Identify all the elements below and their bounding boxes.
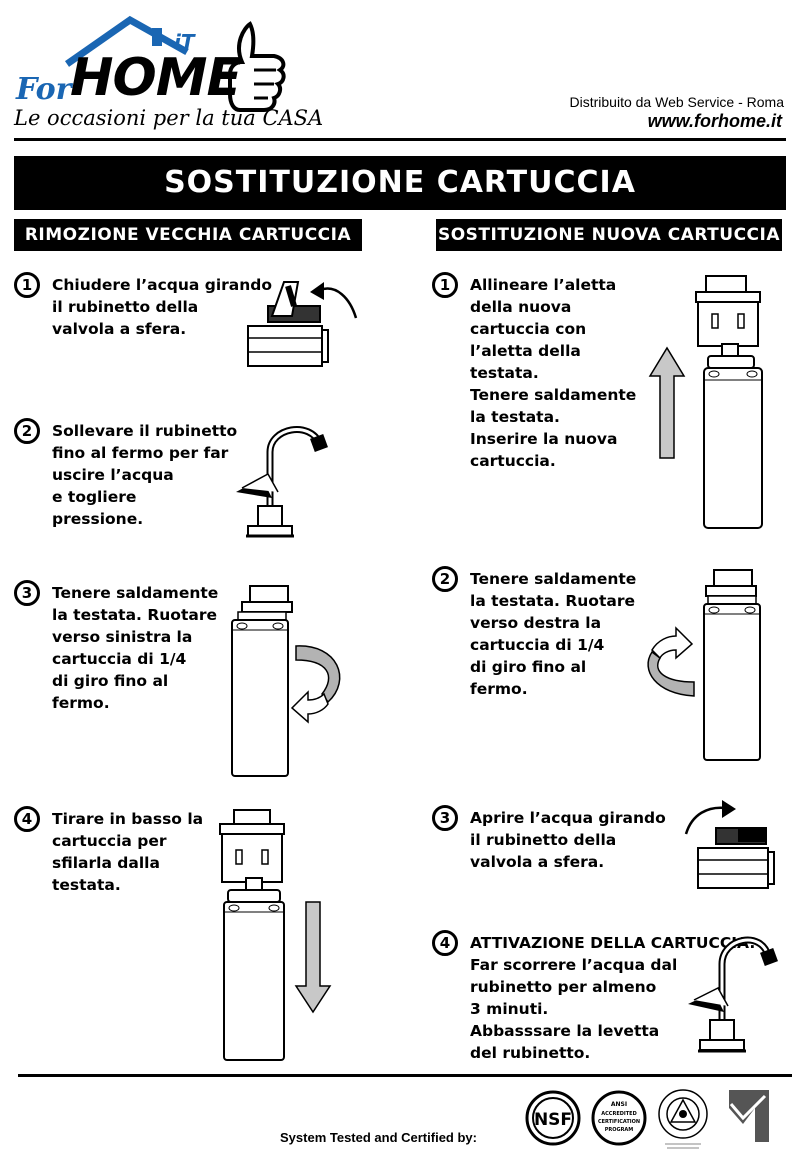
page-title: SOSTITUZIONE CARTUCCIA [14,156,786,210]
distributor-text: Distribuito da Web Service - Roma [569,94,784,110]
logo-for-text: For [16,72,72,107]
step-text: Tirare in basso la cartuccia per sfilarla dalla testata. [52,810,204,894]
logo-tagline: Le occasioni per la tua CASA [14,106,324,130]
faucet-lift-illustration [228,418,338,548]
ansi-logo-icon [593,1092,645,1144]
forhome-logo [12,12,342,132]
header-divider [14,138,786,141]
website-link[interactable]: www.forhome.it [647,111,782,131]
cartridge-insert-illustration [646,272,776,534]
step-text: Allineare l’aletta della nuova cartuccia con l’aletta della testata. Tenere saldamente la testata. Inserire la nuova cartuccia. [470,276,637,470]
right-section-heading: SOSTITUZIONE NUOVA CARTUCCIA [436,219,782,251]
certification-seal-icon [659,1090,707,1148]
left-section-heading: RIMOZIONE VECCHIA CARTUCCIA [14,219,362,251]
step-number: 4 [432,930,458,956]
ansi-logo-line-4: PROGRAM [604,1127,634,1133]
ball-valve-open-illustration [680,796,780,892]
step-text: Tenere saldamente la testata. Ruotare verso destra la cartuccia di 1/4 di giro fino al fermo. [470,570,637,698]
step-number: 4 [14,806,40,832]
ansi-logo-line-1: ANSI [610,1101,628,1108]
certification-logos [525,1084,775,1154]
checkmark-certification-icon [729,1090,769,1142]
cartridge-rotate-left-illustration [228,580,358,780]
logo-home-text: HOME [70,48,241,108]
step-number: 3 [14,580,40,606]
cartridge-pull-down-illustration [214,806,344,1066]
step-number: 1 [432,272,458,298]
step-text: Tenere saldamente la testata. Ruotare verso sinistra la cartuccia di 1/4 di giro fino al fermo. [52,584,219,712]
ball-valve-close-illustration [240,276,365,372]
logo-it-text: iT [174,30,195,54]
footer-divider [18,1074,792,1077]
step-text: Chiudere l’acqua girando il rubinetto della valvola a sfera. [52,276,273,338]
step-text: Aprire l’acqua girando il rubinetto della valvola a sfera. [470,809,666,871]
step-text: Sollevare il rubinetto fino al fermo per far uscire l’acqua e togliere pressione. [52,422,238,528]
ansi-logo-line-2: ACCREDITED [601,1111,637,1117]
step-number: 3 [432,805,458,831]
step-number: 1 [14,272,40,298]
step-text: ATTIVAZIONE DELLA CARTUCCIA: Far scorrere l’acqua dal rubinetto per almeno 3 minuti. Abbasssare la levetta del rubinetto. [470,934,756,1062]
ansi-logo-line-3: CERTIFICATION [597,1119,641,1125]
step-number: 2 [432,566,458,592]
faucet-activation-illustration [682,930,782,1062]
certified-by-label: System Tested and Certified by: [280,1130,477,1145]
nsf-logo-icon [527,1092,579,1144]
nsf-logo-text: NSF [533,1110,573,1130]
step-number: 2 [14,418,40,444]
cartridge-rotate-right-illustration [636,566,776,766]
